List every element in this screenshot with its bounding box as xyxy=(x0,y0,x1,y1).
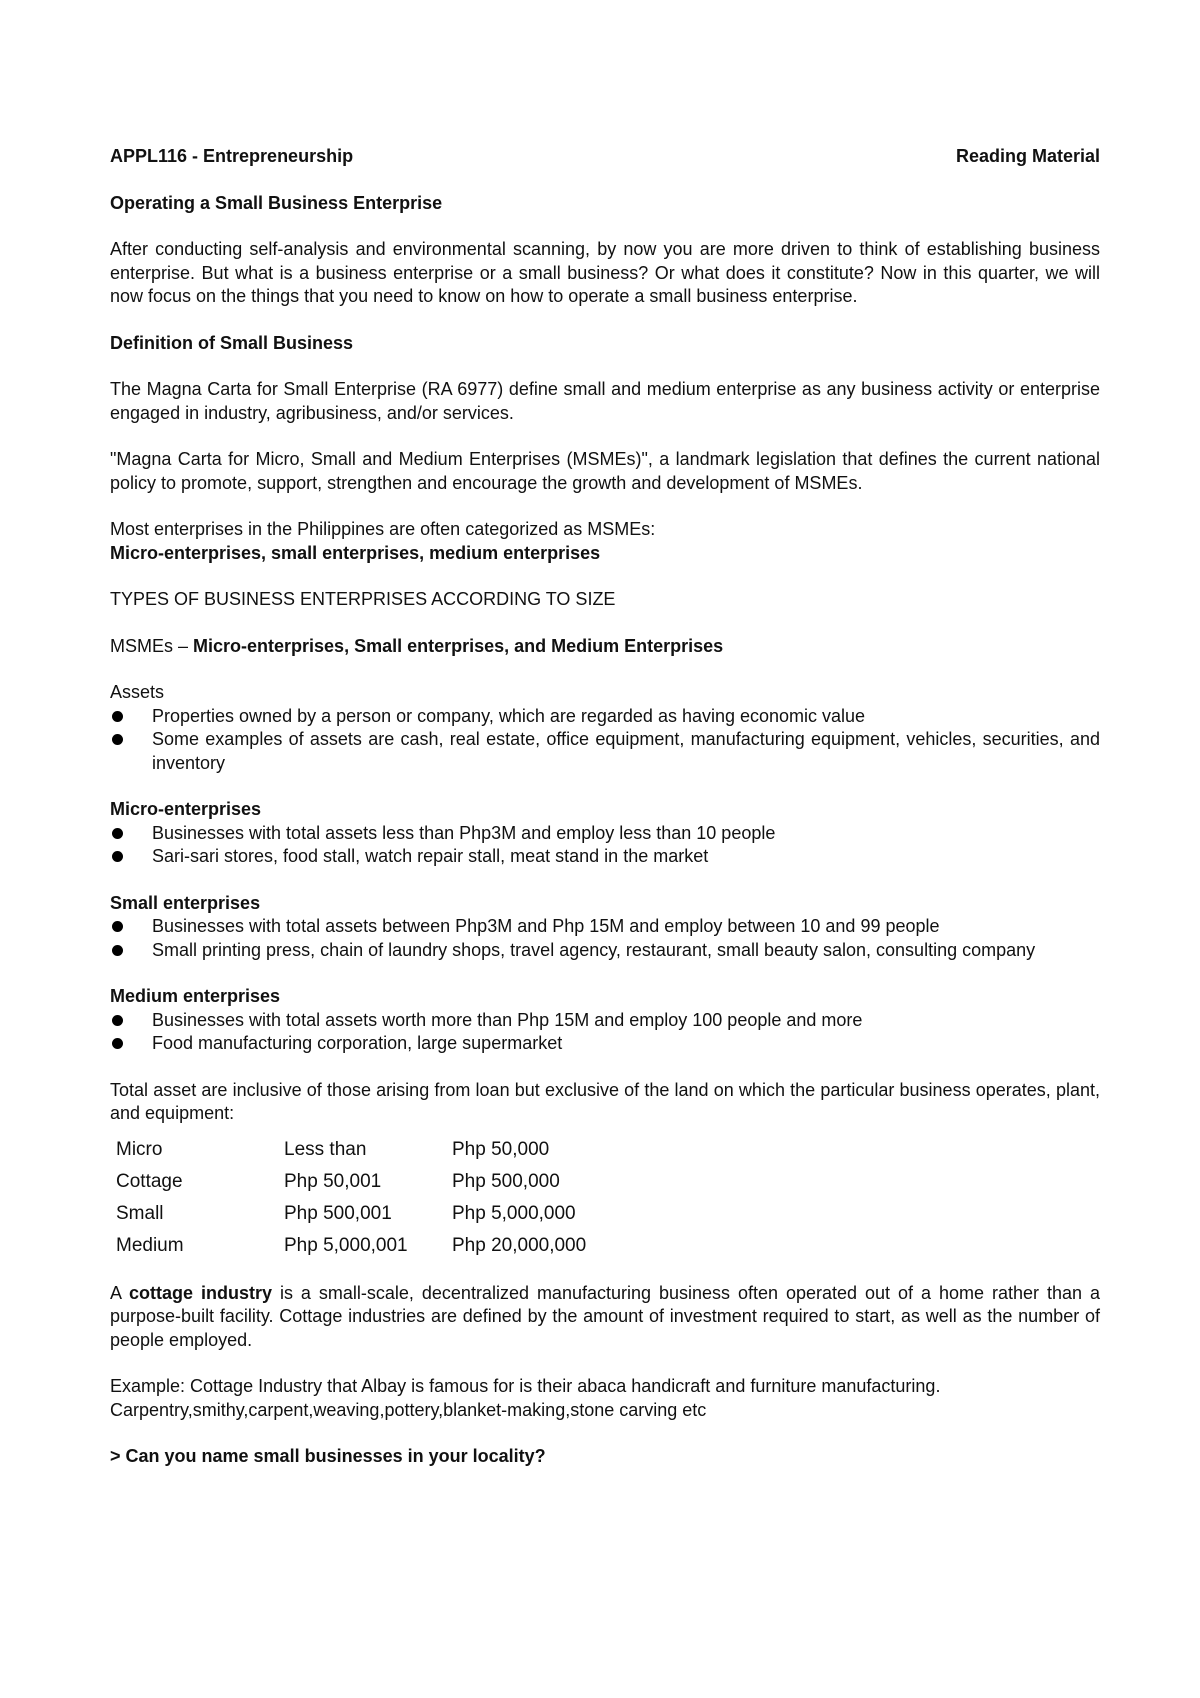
list-item: Small printing press, chain of laundry shops, travel agency, restaurant, small beauty salon, consulting company xyxy=(110,939,1100,963)
msme-category-list: Micro-enterprises, small enterprises, medium enterprises xyxy=(110,542,601,563)
table-row xyxy=(116,1198,632,1230)
table-cell: Php 20,000,000 xyxy=(452,1234,587,1256)
msme-category-text: Most enterprises in the Philippines are often categorized as MSMEs: xyxy=(110,519,656,539)
example-line-1: Example: Cottage Industry that Albay is famous for is their abaca handicraft and furniture manufacturing. xyxy=(110,1376,941,1396)
table-row xyxy=(116,1166,632,1198)
bullet-icon xyxy=(112,734,123,745)
table-cell: Php 500,001 xyxy=(284,1202,392,1224)
intro-paragraph: After conducting self-analysis and environmental scanning, by now you are more driven to think of establishing business enterprise. But what is a business enterprise or a small business? Or what does it constitute? Now in this quarter, we will now focus on the things that you need to know on how to operate a small business enterprise. xyxy=(110,239,1100,306)
list-item: Businesses with total assets less than Php3M and employ less than 10 people xyxy=(110,822,1100,846)
question-prompt: > Can you name small businesses in your locality? xyxy=(110,1446,546,1466)
table-row xyxy=(116,1230,632,1262)
msme-prefix: MSMEs – xyxy=(110,635,194,656)
types-heading: TYPES OF BUSINESS ENTERPRISES ACCORDING TO SIZE xyxy=(110,589,616,609)
medium-list xyxy=(110,1009,1100,1056)
bullet-icon xyxy=(112,1038,123,1049)
example-line-2: Carpentry,smithy,carpent,weaving,pottery,blanket-making,stone carving etc xyxy=(110,1399,707,1420)
bullet-icon xyxy=(112,828,123,839)
list-item: Some examples of assets are cash, real estate, office equipment, manufacturing equipment, vehicles, securities, and inventory xyxy=(110,728,1100,775)
msme-category-block xyxy=(110,518,1100,565)
table-cell: Less than xyxy=(284,1138,367,1160)
small-heading: Small enterprises xyxy=(110,892,261,913)
list-item: Food manufacturing corporation, large supermarket xyxy=(110,1032,1100,1056)
table-cell: Php 500,000 xyxy=(452,1170,560,1192)
document-content xyxy=(110,145,1100,1492)
table-row xyxy=(116,1134,632,1166)
section-title: Operating a Small Business Enterprise xyxy=(110,192,443,213)
list-item: Businesses with total assets worth more than Php 15M and employ 100 people and more xyxy=(110,1009,1100,1033)
table-cell: Php 5,000,000 xyxy=(452,1202,576,1224)
small-list xyxy=(110,915,1100,962)
page-header xyxy=(110,145,1100,169)
list-item: Businesses with total assets between Php3M and Php 15M and employ between 10 and 99 people xyxy=(110,915,1100,939)
table-cell: Small xyxy=(116,1202,164,1224)
bullet-icon xyxy=(112,945,123,956)
msme-definition: Micro-enterprises, Small enterprises, and Medium Enterprises xyxy=(193,635,724,656)
bullet-icon xyxy=(112,851,123,862)
medium-heading: Medium enterprises xyxy=(110,986,281,1006)
definition-paragraph-1: The Magna Carta for Small Enterprise (RA 6977) define small and medium enterprise as any business activity or enterprise engaged in industry, agribusiness, and/or services. xyxy=(110,379,1100,423)
cottage-paragraph: A cottage industry is a small-scale, decentralized manufacturing business often operated out of a home rather than a purpose-built facility. Cottage industries are defined by the amount of investment required to start, as well as the number of people employed. xyxy=(110,1282,1100,1350)
assets-list xyxy=(110,705,1100,776)
table-cell: Php 50,000 xyxy=(452,1138,550,1160)
table-cell: Medium xyxy=(116,1234,184,1256)
cottage-term: cottage industry xyxy=(128,1282,272,1303)
table-cell: Cottage xyxy=(116,1170,183,1192)
assets-heading: Assets xyxy=(110,682,165,702)
micro-list xyxy=(110,822,1100,869)
table-cell: Micro xyxy=(116,1138,163,1160)
asset-size-table xyxy=(116,1134,632,1262)
micro-heading: Micro-enterprises xyxy=(110,799,262,819)
bullet-icon xyxy=(112,921,123,932)
list-item: Properties owned by a person or company, which are regarded as having economic value xyxy=(110,705,1100,729)
definition-heading: Definition of Small Business xyxy=(110,332,354,353)
table-cell: Php 5,000,001 xyxy=(284,1234,408,1256)
definition-paragraph-2: "Magna Carta for Micro, Small and Medium Enterprises (MSMEs)", a landmark legislation that defines the current national policy to promote, support, strengthen and encourage the growth and development of MSMEs. xyxy=(110,449,1100,493)
msme-line xyxy=(110,635,1100,659)
bullet-icon xyxy=(112,711,123,722)
list-item: Sari-sari stores, food stall, watch repair stall, meat stand in the market xyxy=(110,845,1100,869)
course-title: APPL116 - Entrepreneurship xyxy=(110,146,354,166)
table-cell: Php 50,001 xyxy=(284,1170,382,1192)
document-type: Reading Material xyxy=(955,146,1100,166)
bullet-icon xyxy=(112,1015,123,1026)
example-block xyxy=(110,1375,1100,1422)
total-asset-note: Total asset are inclusive of those arising from loan but exclusive of the land on which the particular business operates, plant, and equipment: xyxy=(110,1079,1100,1123)
